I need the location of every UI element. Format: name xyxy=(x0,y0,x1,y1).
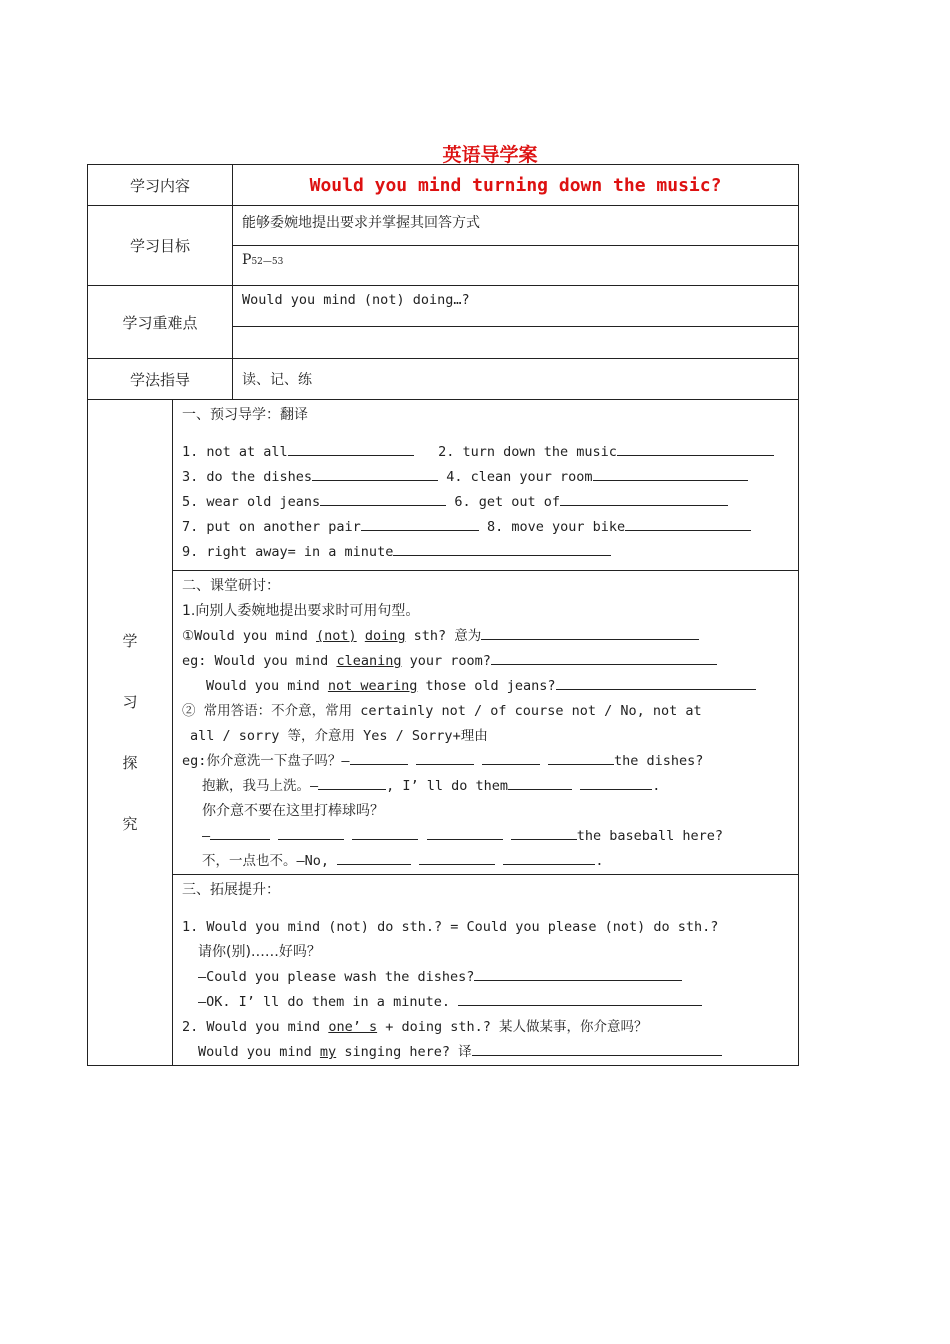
section-preview: 一、预习导学：翻译 1. not at all 2. turn down the music 3. do the dishes 4. clean your room 5. wear old jeans 6. get out of 7. put on another pair 8. move your bike 9. right away= in a minute xyxy=(173,400,799,571)
label-explore: 学 习 探 究 xyxy=(88,400,173,1066)
worksheet-table xyxy=(87,164,799,1066)
list-item: 5. wear old jeans 6. get out of xyxy=(182,490,798,515)
list-item: 7. put on another pair 8. move your bike xyxy=(182,515,798,540)
goal-text: 能够委婉地提出要求并掌握其回答方式 xyxy=(233,206,799,246)
list-item: 1. not at all 2. turn down the music xyxy=(182,440,798,465)
label-content: 学习内容 xyxy=(88,165,233,206)
section-classroom: 二、课堂研讨： 1.向别人委婉地提出要求时可用句型。 ①Would you mind (not) doing sth? 意为 eg: Would you mind cleaning your room? Would you mind not wearing those old jeans? ② 常用答语：不介意，常用 certainly not / of course not / No, not at all / sorry 等，介意用 Yes / Sorry+理由 eg:你介意洗一下盘子吗？— the dishes? 抱歉，我马上洗。— , I’ ll do them . 你介意不要在这里打棒球吗？ — the baseball here? 不，一点也不。—No, . xyxy=(173,571,799,875)
key-empty xyxy=(233,327,799,359)
unit-title: Would you mind turning down the music? xyxy=(233,165,799,206)
label-goal: 学习目标 xyxy=(88,206,233,286)
list-item: 3. do the dishes 4. clean your room xyxy=(182,465,798,490)
label-key: 学习重难点 xyxy=(88,286,233,359)
page-title: 英语导学案 xyxy=(442,144,538,166)
method-text: 读、记、练 xyxy=(233,359,799,400)
key-text: Would you mind (not) doing…? xyxy=(233,286,799,327)
list-item: 9. right away= in a minute xyxy=(182,540,798,565)
goal-pages: P52—53 xyxy=(233,246,799,286)
label-method: 学法指导 xyxy=(88,359,233,400)
section-extension: 三、拓展提升： 1. Would you mind (not) do sth.? = Could you please (not) do sth.? 请你(别)……好吗？ —Could you please wash the dishes? —OK. I’ ll do them in a minute. 2. Would you mind one’ s + doing sth.? 某人做某事，你介意吗？ Would you mind my singing here? 译 xyxy=(173,875,799,1066)
